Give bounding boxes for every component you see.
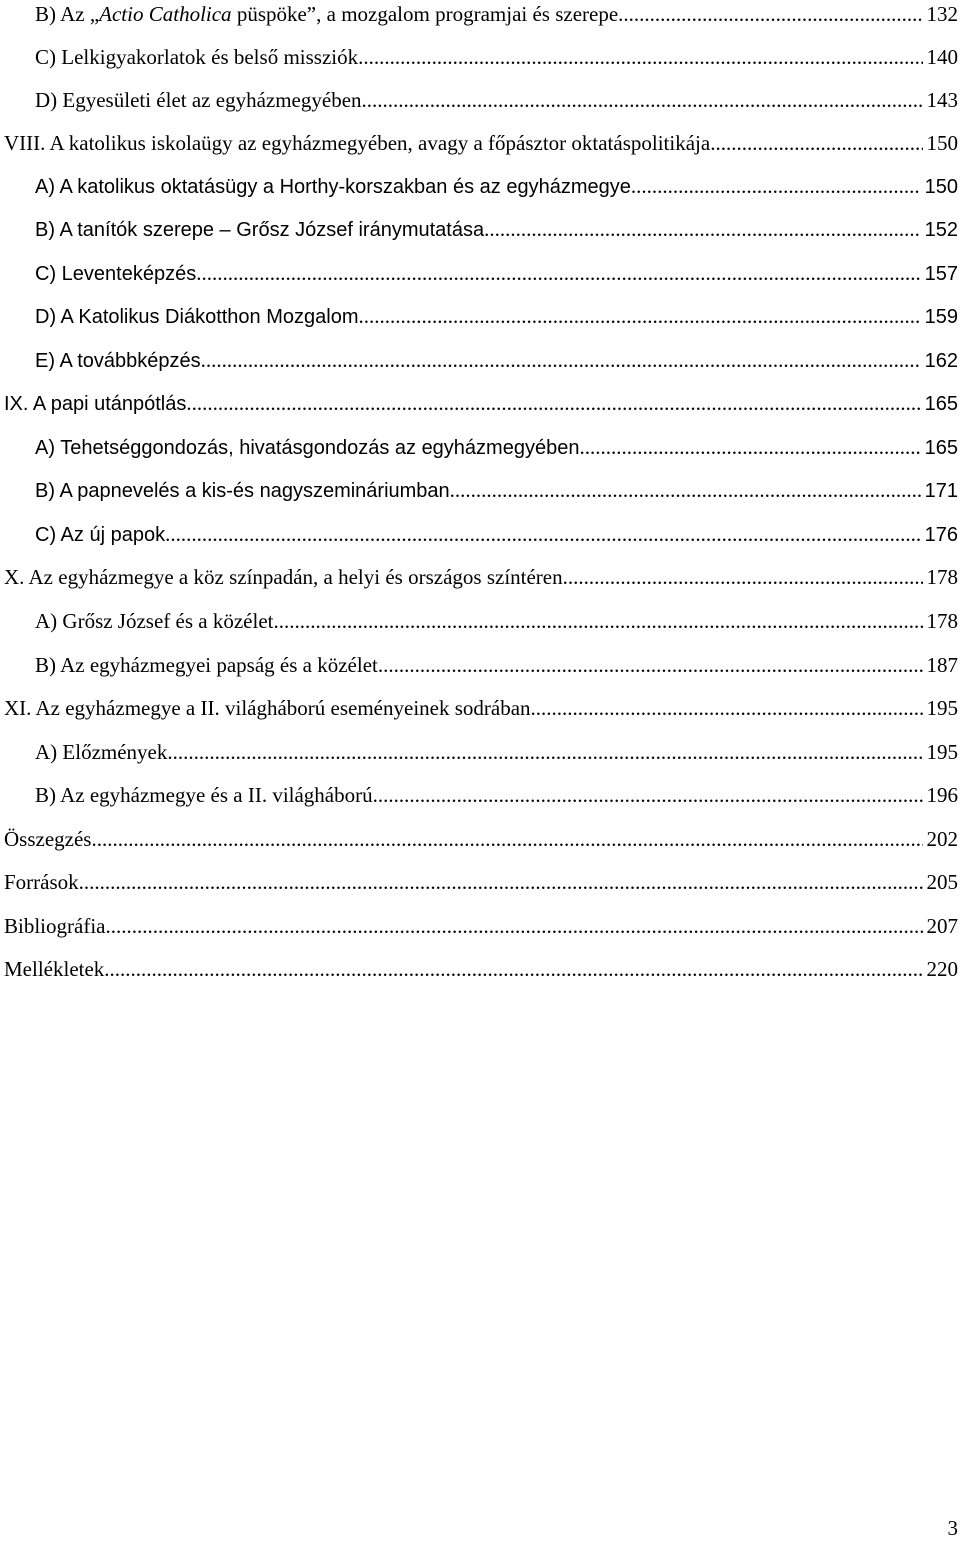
toc-leader-dots: [105, 911, 922, 941]
toc-page-number: 152: [924, 219, 958, 241]
toc-entry-title: A) Előzmények: [35, 740, 168, 764]
toc-entry: [4, 214, 958, 244]
toc-entry: [4, 562, 958, 592]
toc-entry: [4, 432, 958, 462]
toc-entry: [4, 258, 958, 288]
toc-leader-dots: [274, 606, 923, 636]
toc-entry-title: Mellékletek: [4, 957, 105, 981]
toc-entry: [4, 606, 958, 636]
toc-entry: [4, 867, 958, 897]
toc-leader-dots: [104, 954, 922, 984]
toc-leader-dots: [165, 519, 921, 550]
toc-entry-title: Bibliográfia: [4, 914, 106, 938]
toc-entry-title: B) Az egyházmegyei papság és a közélet: [35, 653, 378, 677]
toc-leader-dots: [710, 128, 922, 158]
toc-page-number: 162: [924, 350, 958, 372]
toc-entry-title: C) Lelkigyakorlatok és belső missziók: [35, 45, 359, 69]
toc-page-number: 150: [924, 176, 958, 198]
toc-entry: [4, 911, 958, 941]
toc-leader-dots: [196, 258, 920, 289]
toc-entry: [4, 693, 958, 723]
toc-page-number: 195: [926, 696, 958, 720]
toc-leader-dots: [167, 737, 922, 767]
toc-entry-title: VIII. A katolikus iskolaügy az egyházmegyében, avagy a főpásztor oktatáspolitikája: [4, 131, 711, 155]
toc-leader-dots: [579, 432, 920, 463]
toc-entry-title: E) A továbbképzés: [35, 350, 201, 372]
toc-entry-title: D) Egyesületi élet az egyházmegyében: [35, 88, 362, 112]
toc-leader-dots: [79, 867, 923, 897]
toc-entry-title: IX. A papi utánpótlás: [4, 393, 187, 415]
toc-page-number: 140: [926, 45, 958, 69]
toc-page-number: 165: [924, 393, 958, 415]
toc-entry-title: B) Az „Actio Catholica püspöke”, a mozgalom programjai és szerepe: [35, 2, 619, 26]
toc-entry: [4, 301, 958, 331]
toc-page-number: 187: [926, 653, 958, 677]
toc-entry: [4, 650, 958, 680]
toc-entry-title: XI. Az egyházmegye a II. világháború eseményeinek sodrában: [4, 696, 531, 720]
toc-entry: [4, 171, 958, 201]
toc-leader-dots: [631, 171, 921, 202]
toc-page-number: 205: [926, 870, 958, 894]
toc-leader-dots: [362, 85, 923, 115]
toc-entry-title: D) A Katolikus Diákotthon Mozgalom: [35, 306, 359, 328]
toc-page-number: 202: [926, 827, 958, 851]
toc-leader-dots: [186, 388, 920, 419]
toc-entry: [4, 345, 958, 375]
toc-entry: [4, 128, 958, 158]
toc-page-number: 196: [926, 783, 958, 807]
toc-page-number: 176: [924, 524, 958, 546]
toc-entry-title: Források: [4, 870, 79, 894]
toc-entry-title: A) Grősz József és a közélet: [35, 609, 274, 633]
toc-entry-title: C) Az új papok: [35, 524, 166, 546]
toc-leader-dots: [531, 693, 923, 723]
toc-page-number: 195: [926, 740, 958, 764]
toc-entry-title: B) A tanítók szerepe – Grősz József iránymutatása: [35, 219, 485, 241]
toc-page-number: 178: [926, 609, 958, 633]
toc-entry: [4, 0, 958, 29]
toc-entry-title: A) A katolikus oktatásügy a Horthy-korszakban és az egyházmegye: [35, 176, 631, 198]
toc-entry-title: C) Leventeképzés: [35, 263, 197, 285]
toc-leader-dots: [378, 650, 923, 680]
toc-page-number: 171: [924, 480, 958, 502]
toc-leader-dots: [358, 42, 922, 72]
toc-entry: [4, 85, 958, 115]
toc-entry-title: B) Az egyházmegye és a II. világháború: [35, 783, 373, 807]
toc-leader-dots: [373, 780, 923, 810]
toc-leader-dots: [91, 824, 922, 854]
toc-entry-title: Összegzés: [4, 827, 92, 851]
toc-leader-dots: [450, 475, 921, 506]
toc-page-number: 132: [926, 2, 958, 26]
toc-entry-title: A) Tehetséggondozás, hivatásgondozás az egyházmegyében: [35, 437, 580, 459]
toc-entry: [4, 780, 958, 810]
toc-entry: [4, 954, 958, 984]
toc-entry: [4, 519, 958, 549]
page-number: 3: [947, 1516, 958, 1540]
toc-entry: [4, 737, 958, 767]
toc-leader-dots: [359, 301, 921, 332]
toc-page-number: 143: [926, 88, 958, 112]
toc-page-number: 165: [924, 437, 958, 459]
toc-page-number: 157: [924, 263, 958, 285]
toc-entry: [4, 475, 958, 505]
toc-entry: [4, 824, 958, 854]
toc-leader-dots: [563, 562, 923, 592]
toc-entry-title: X. Az egyházmegye a köz színpadán, a helyi és országos színtéren: [4, 565, 563, 589]
toc-entry: [4, 388, 958, 418]
toc-entry: [4, 42, 958, 72]
toc-page-number: 178: [926, 565, 958, 589]
toc-leader-dots: [484, 214, 921, 245]
toc-leader-dots: [201, 345, 921, 376]
toc-page-number: 159: [924, 306, 958, 328]
toc-entry-title: B) A papnevelés a kis-és nagyszemináriumban: [35, 480, 450, 502]
toc-page-number: 207: [926, 914, 958, 938]
toc-page-number: 220: [926, 957, 958, 981]
toc-leader-dots: [618, 0, 922, 29]
toc-page-number: 150: [926, 131, 958, 155]
